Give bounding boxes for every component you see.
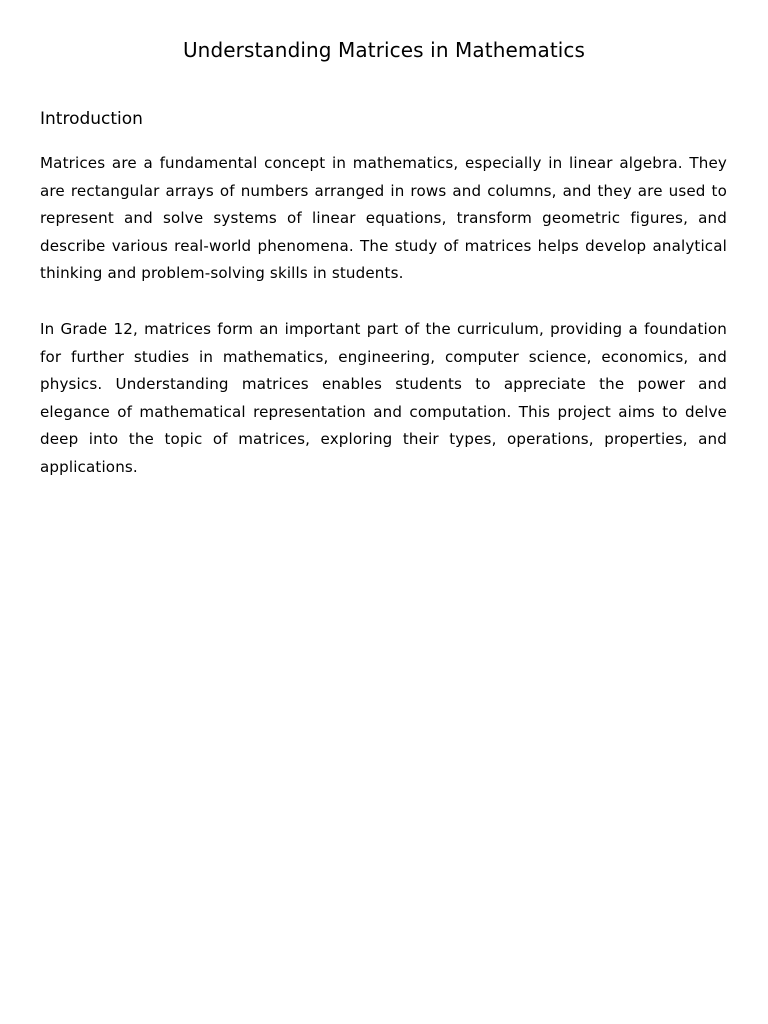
document-title: Understanding Matrices in Mathematics — [182, 38, 586, 62]
section-heading-introduction: Introduction — [40, 109, 143, 129]
body-paragraph: In Grade 12, matrices form an important part of the curriculum, providing a foundation for further studies in mathematics, engineering, computer science, economics, and physics. Understanding matrices enables students to appreciate the power and elegance of mathematical representation and computation. This project aims to delve deep into the topic of matrices, exploring their types, operations, properties, and applications. — [40, 320, 727, 476]
body-paragraph: Matrices are a fundamental concept in mathematics, especially in linear algebra. They are rectangular arrays of numbers arranged in rows and columns, and they are used to represent and solve systems of linear equations, transform geometric figures, and describe various real-world phenomena. The study of matrices helps develop analytical thinking and problem-solving skills in students. — [40, 154, 727, 283]
